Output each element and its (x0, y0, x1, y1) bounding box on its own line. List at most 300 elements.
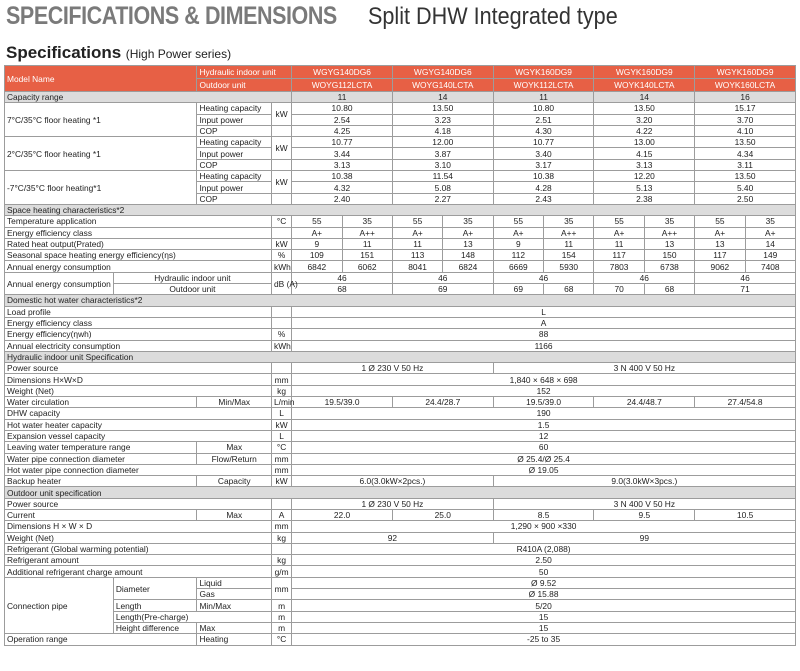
cell: 3.13 (292, 159, 393, 170)
cell: 7408 (745, 261, 795, 272)
cell: 4.18 (392, 125, 493, 136)
cell: 55 (695, 216, 745, 227)
param-label: Heating capacity (197, 171, 272, 182)
table-row (5, 103, 796, 114)
cell: 4.22 (594, 125, 695, 136)
cell: 190 (292, 408, 796, 419)
cell: A+ (392, 227, 442, 238)
cell: A++ (544, 227, 594, 238)
sub-label: Height difference (113, 622, 197, 633)
table-row (5, 295, 796, 306)
cell: 1.5 (292, 419, 796, 430)
cell: 113 (392, 250, 442, 261)
cell: 9 (493, 238, 543, 249)
table-row (5, 521, 796, 532)
row-label: Connection pipe (5, 577, 114, 633)
cell: 6.0(3.0kW×2pcs.) (292, 476, 494, 487)
sub-label: Max (197, 509, 272, 520)
cell: 10.5 (695, 509, 796, 520)
cell: 25.0 (392, 509, 493, 520)
cell: 68 (292, 284, 393, 295)
table-row (5, 363, 796, 374)
table-row (5, 317, 796, 328)
cell: 35 (644, 216, 694, 227)
row-label: Additional refrigerant charge amount (5, 566, 272, 577)
section-heading-sub: (High Power series) (125, 47, 232, 61)
cell: 1 Ø 230 V 50 Hz (292, 363, 494, 374)
outdoor-model: WOYK112LCTA (493, 79, 594, 92)
sub-label: Diameter (113, 577, 197, 600)
row-label: Refrigerant amount (5, 555, 272, 566)
cell: 4.30 (493, 125, 594, 136)
cell: 24.4/28.7 (392, 397, 493, 408)
cell: 2.27 (392, 193, 493, 204)
row-label: Water circulation (5, 397, 197, 408)
sub-label: Heating (197, 634, 272, 645)
cell: A++ (342, 227, 392, 238)
row-label: Current (5, 509, 197, 520)
unit-label: kWh (272, 340, 292, 351)
sub-label: Flow/Return (197, 453, 272, 464)
page-title: SPECIFICATIONS & DIMENSIONS (6, 2, 337, 30)
page-header (6, 0, 796, 38)
row-label: Power source (5, 498, 272, 509)
table-row (5, 442, 796, 453)
cell: 92 (292, 532, 494, 543)
cell: 10.77 (493, 137, 594, 148)
row-label: Energy efficiency(ηwh) (5, 329, 272, 340)
empty-cell (272, 125, 292, 136)
cell: Ø 9.52 (292, 577, 796, 588)
empty-cell (272, 363, 292, 374)
cell: 12.20 (594, 171, 695, 182)
cell: 68 (544, 284, 594, 295)
cell: 27.4/54.8 (695, 397, 796, 408)
cell: 16 (695, 92, 796, 103)
table-row (5, 272, 796, 283)
cell: 10.80 (292, 103, 393, 114)
cell: 55 (493, 216, 543, 227)
table-row (5, 509, 796, 520)
outdoor-model: WOYK140LCTA (594, 79, 695, 92)
unit-label: % (272, 329, 292, 340)
table-row (5, 92, 796, 103)
cell: 3.23 (392, 114, 493, 125)
sub-label: Min/Max (197, 397, 272, 408)
cell: 2.54 (292, 114, 393, 125)
empty-cell (272, 193, 292, 204)
unit-label: mm (272, 464, 292, 475)
cell: 3 N 400 V 50 Hz (493, 498, 795, 509)
unit-label: L/min (272, 397, 292, 408)
table-row (5, 66, 796, 79)
row-label: Dimensions H × W × D (5, 521, 272, 532)
param-label: Input power (197, 148, 272, 159)
cell: 19.5/39.0 (292, 397, 393, 408)
table-row (5, 634, 796, 645)
table-row (5, 476, 796, 487)
cell: 70 (594, 284, 644, 295)
unit-label: kW (272, 137, 292, 160)
param-label: Heating capacity (197, 137, 272, 148)
table-row (5, 487, 796, 498)
row-label: Hot water heater capacity (5, 419, 272, 430)
cell: 2.51 (493, 114, 594, 125)
cell: 13.00 (594, 137, 695, 148)
cell: 69 (493, 284, 543, 295)
cell: 117 (594, 250, 644, 261)
cell: 14 (745, 238, 795, 249)
cell: 13 (695, 238, 745, 249)
cell: 2.40 (292, 193, 393, 204)
unit-label: m (272, 600, 292, 611)
sub-label: Max (197, 622, 272, 633)
cell: 1 Ø 230 V 50 Hz (292, 498, 494, 509)
spec-table (4, 65, 796, 646)
cell: 150 (644, 250, 694, 261)
table-row (5, 250, 796, 261)
cell: Ø 19.05 (292, 464, 796, 475)
cell: 88 (292, 329, 796, 340)
table-row (5, 543, 796, 554)
row-label: Operation range (5, 634, 197, 645)
cell: 13.50 (695, 137, 796, 148)
param-label: COP (197, 159, 272, 170)
condition-label: -7°C/35°C floor heating*1 (5, 171, 197, 205)
row-label: Hot water pipe connection diameter (5, 464, 272, 475)
row-label: Power source (5, 363, 272, 374)
cell: 4.25 (292, 125, 393, 136)
cell: 13 (644, 238, 694, 249)
sub-label: Liquid (197, 577, 272, 588)
unit-label: mm (272, 453, 292, 464)
cell: 10.80 (493, 103, 594, 114)
table-row (5, 374, 796, 385)
page-subtitle: Split DHW Integrated type (368, 3, 618, 30)
cell: 35 (544, 216, 594, 227)
cell: A+ (594, 227, 644, 238)
cell: 151 (342, 250, 392, 261)
cell: 1,290 × 900 ×330 (292, 521, 796, 532)
cell: 12.00 (392, 137, 493, 148)
table-row (5, 498, 796, 509)
unit-label: kWh (272, 261, 292, 272)
cell: 69 (392, 284, 493, 295)
section-header: Domestic hot water characteristics*2 (5, 295, 796, 306)
cell: 11 (493, 92, 594, 103)
cell: 13.50 (695, 171, 796, 182)
cell: A+ (292, 227, 342, 238)
cell: 6062 (342, 261, 392, 272)
outdoor-model: WOYG140LCTA (392, 79, 493, 92)
sub-label: Outdoor unit (113, 284, 271, 295)
cell: 15 (292, 611, 796, 622)
cell: 14 (594, 92, 695, 103)
condition-label: 2°C/35°C floor heating *1 (5, 137, 197, 171)
cell: 5.08 (392, 182, 493, 193)
sub-label: Capacity (197, 476, 272, 487)
indoor-model: WGYK160DG9 (493, 66, 594, 79)
unit-label: kg (272, 532, 292, 543)
cell: 3.20 (594, 114, 695, 125)
table-row (5, 329, 796, 340)
unit-label: L (272, 408, 292, 419)
unit-label: °C (272, 216, 292, 227)
unit-label: m (272, 622, 292, 633)
cell: 9.5 (594, 509, 695, 520)
cell: 11 (594, 238, 644, 249)
unit-label: dB (A) (272, 272, 292, 295)
cell: 46 (493, 272, 594, 283)
row-label: Expansion vessel capacity (5, 430, 272, 441)
table-row (5, 622, 796, 633)
table-row (5, 351, 796, 362)
cell: A (292, 317, 796, 328)
row-label: Refrigerant (Global warming potential) (5, 543, 272, 554)
cell: 9 (292, 238, 342, 249)
table-row (5, 611, 796, 622)
cell: -25 to 35 (292, 634, 796, 645)
indoor-model: WGYG140DG6 (392, 66, 493, 79)
table-row (5, 464, 796, 475)
cell: 14 (392, 92, 493, 103)
indoor-model: WGYG140DG6 (292, 66, 393, 79)
cell: 46 (292, 272, 393, 283)
cell: 117 (695, 250, 745, 261)
cell: 149 (745, 250, 795, 261)
cell: 55 (392, 216, 442, 227)
cell: 3.11 (695, 159, 796, 170)
param-label: COP (197, 193, 272, 204)
cell: 10.38 (292, 171, 393, 182)
cell: A+ (695, 227, 745, 238)
row-label: Annual electricity consumption (5, 340, 272, 351)
cell: 152 (292, 385, 796, 396)
cell: 109 (292, 250, 342, 261)
cell: 35 (745, 216, 795, 227)
cell: 71 (695, 284, 796, 295)
section-heading (6, 43, 231, 63)
table-row (5, 137, 796, 148)
cell: 13.50 (392, 103, 493, 114)
cell: 5.13 (594, 182, 695, 193)
row-label: Annual energy consumption (5, 261, 272, 272)
cell: 99 (493, 532, 795, 543)
section-header: Outdoor unit specification (5, 487, 796, 498)
cell: 2.50 (695, 193, 796, 204)
cell: 13 (443, 238, 493, 249)
sub-label: Hydraulic indoor unit (113, 272, 271, 283)
cell: 10.38 (493, 171, 594, 182)
cell: 4.10 (695, 125, 796, 136)
row-label: Energy efficiency class (5, 227, 272, 238)
cell: 5.40 (695, 182, 796, 193)
table-row (5, 600, 796, 611)
cell: 9.0(3.0kW×3pcs.) (493, 476, 795, 487)
unit-label: A (272, 509, 292, 520)
cell: 112 (493, 250, 543, 261)
unit-label: °C (272, 634, 292, 645)
cell: 55 (594, 216, 644, 227)
cell: 3.70 (695, 114, 796, 125)
cell: A+ (443, 227, 493, 238)
table-row (5, 238, 796, 249)
table-row (5, 227, 796, 238)
section-header: Space heating characteristics*2 (5, 204, 796, 215)
unit-label: mm (272, 577, 292, 600)
row-label: Water pipe connection diameter (5, 453, 197, 464)
row-label: Backup heater (5, 476, 197, 487)
cell: 5/20 (292, 600, 796, 611)
row-label: Temperature application (5, 216, 272, 227)
condition-label: 7°C/35°C floor heating *1 (5, 103, 197, 137)
cell: 4.15 (594, 148, 695, 159)
cell: 2.43 (493, 193, 594, 204)
param-label: Input power (197, 182, 272, 193)
cell: 3.44 (292, 148, 393, 159)
cell: 55 (292, 216, 342, 227)
unit-label: kW (272, 103, 292, 126)
table-row (5, 204, 796, 215)
cell: 60 (292, 442, 796, 453)
cell: 6824 (443, 261, 493, 272)
cell: 4.34 (695, 148, 796, 159)
cell: 19.5/39.0 (493, 397, 594, 408)
cell: Ø 15.88 (292, 589, 796, 600)
cell: A++ (644, 227, 694, 238)
cell: 12 (292, 430, 796, 441)
empty-cell (272, 159, 292, 170)
cell: 68 (644, 284, 694, 295)
table-row (5, 397, 796, 408)
unit-label: mm (272, 374, 292, 385)
cell: 24.4/48.7 (594, 397, 695, 408)
table-row (5, 340, 796, 351)
unit-label: kg (272, 555, 292, 566)
cell: 46 (392, 272, 493, 283)
param-label: Heating capacity (197, 103, 272, 114)
cell: 11 (392, 238, 442, 249)
unit-label: mm (272, 521, 292, 532)
row-label: Annual energy consumption (5, 272, 114, 295)
row-label: Load profile (5, 306, 272, 317)
cell: 50 (292, 566, 796, 577)
row-label: Leaving water temperature range (5, 442, 197, 453)
section-heading-title: Specifications (6, 43, 122, 62)
cell: 8041 (392, 261, 442, 272)
indoor-model: WGYK160DG9 (695, 66, 796, 79)
cell: 22.0 (292, 509, 393, 520)
cell: 6669 (493, 261, 543, 272)
cell: 11 (292, 92, 393, 103)
unit-label: kW (272, 419, 292, 430)
outdoor-unit-label: Outdoor unit (197, 79, 292, 92)
cell: 11 (544, 238, 594, 249)
table-row (5, 453, 796, 464)
param-label: Input power (197, 114, 272, 125)
cell: 2.38 (594, 193, 695, 204)
cell: 15.17 (695, 103, 796, 114)
table-row (5, 171, 796, 182)
cell: 8.5 (493, 509, 594, 520)
cell: 11.54 (392, 171, 493, 182)
cell: 4.32 (292, 182, 393, 193)
cell: A+ (745, 227, 795, 238)
table-row (5, 216, 796, 227)
sub-label: Max (197, 442, 272, 453)
row-label: Capacity range (5, 92, 292, 103)
cell: 10.77 (292, 137, 393, 148)
row-label: Weight (Net) (5, 532, 272, 543)
cell: 35 (342, 216, 392, 227)
cell: 3.17 (493, 159, 594, 170)
table-row (5, 532, 796, 543)
outdoor-model: WOYK160LCTA (695, 79, 796, 92)
cell: 46 (594, 272, 695, 283)
param-label: COP (197, 125, 272, 136)
row-label: Energy efficiency class (5, 317, 272, 328)
cell: 9062 (695, 261, 745, 272)
cell: 3.10 (392, 159, 493, 170)
table-row (5, 306, 796, 317)
cell: R410A (2,088) (292, 543, 796, 554)
empty-cell (272, 317, 292, 328)
table-row (5, 385, 796, 396)
table-row (5, 555, 796, 566)
sub-label: Length(Pre-charge) (113, 611, 271, 622)
sub-label: Min/Max (197, 600, 272, 611)
unit-label: kW (272, 476, 292, 487)
table-row (5, 408, 796, 419)
hydraulic-unit-label: Hydraulic indoor unit (197, 66, 292, 79)
cell: 11 (342, 238, 392, 249)
row-label: Rated heat output(Prated) (5, 238, 272, 249)
row-label: Dimensions H×W×D (5, 374, 272, 385)
empty-cell (272, 498, 292, 509)
cell: 1166 (292, 340, 796, 351)
cell: 3 N 400 V 50 Hz (493, 363, 795, 374)
cell: 3.40 (493, 148, 594, 159)
table-row (5, 430, 796, 441)
table-row (5, 284, 796, 295)
cell: 7803 (594, 261, 644, 272)
cell: Ø 25.4/Ø 25.4 (292, 453, 796, 464)
cell: 6738 (644, 261, 694, 272)
table-row (5, 566, 796, 577)
empty-cell (272, 543, 292, 554)
unit-label: kg (272, 385, 292, 396)
model-name-label: Model Name (5, 66, 197, 92)
cell: 35 (443, 216, 493, 227)
table-row (5, 419, 796, 430)
cell: 4.28 (493, 182, 594, 193)
table-row (5, 577, 796, 588)
cell: 3.13 (594, 159, 695, 170)
cell: 1,840 × 648 × 698 (292, 374, 796, 385)
unit-label: kW (272, 238, 292, 249)
empty-cell (272, 227, 292, 238)
indoor-model: WGYK160DG9 (594, 66, 695, 79)
cell: 13.50 (594, 103, 695, 114)
cell: 15 (292, 622, 796, 633)
cell: 5930 (544, 261, 594, 272)
unit-label: % (272, 250, 292, 261)
unit-label: kW (272, 171, 292, 194)
cell: 6842 (292, 261, 342, 272)
cell: 148 (443, 250, 493, 261)
sub-label: Length (113, 600, 197, 611)
row-label: Weight (Net) (5, 385, 272, 396)
